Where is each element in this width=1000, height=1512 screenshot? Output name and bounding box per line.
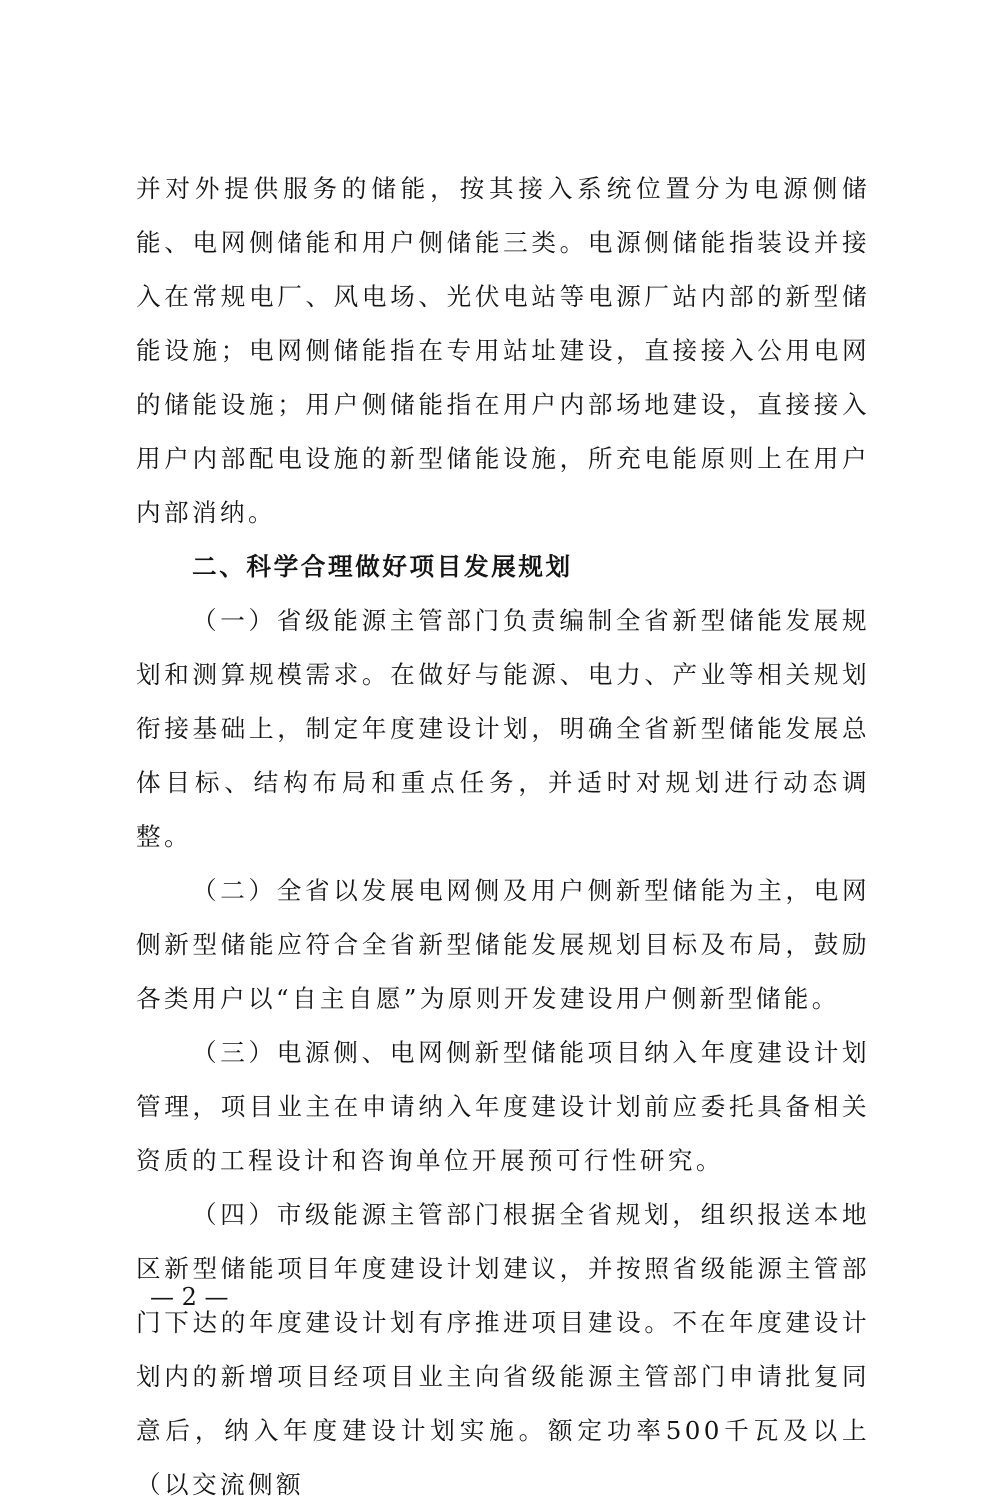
paragraph-item-4: （四）市级能源主管部门根据全省规划，组织报送本地区新型储能项目年度建设计划建议，并按照省级能源主管部门下达的年度建设计划有序推进项目建设。不在年度建设计划内的新增项目经项目业主向省级能源主管部门申请批复同意后，纳入年度建设计划实施。额定功率500千瓦及以上（以交流侧额 [136,1200,870,1499]
paragraph-item-2: （二）全省以发展电网侧及用户侧新型储能为主，电网侧新型储能应符合全省新型储能发展规划目标及布局，鼓励各类用户以“自主自愿”为原则开发建设用户侧新型储能。 [136,876,870,1013]
paragraph-item-3: （三）电源侧、电网侧新型储能项目纳入年度建设计划管理，项目业主在申请纳入年度建设计划前应委托具备相关资质的工程设计和咨询单位开展预可行性研究。 [136,1038,870,1175]
section-heading-2: 二、科学合理做好项目发展规划 [192,552,573,581]
paragraph-storage-classification: 并对外提供服务的储能，按其接入系统位置分为电源侧储能、电网侧储能和用户侧储能三类。电源侧储能指装设并接入在常规电厂、风电场、光伏电站等电源厂站内部的新型储能设施；电网侧储能指在专用站址建设，直接接入公用电网的储能设施；用户侧储能指在用户内部场地建设，直接接入用户内部配电设施的新型储能设施，所充电能原则上在用户内部消纳。 [136,174,870,527]
body-text [136,162,870,1512]
paragraph-item-1: （一）省级能源主管部门负责编制全省新型储能发展规划和测算规模需求。在做好与能源、电力、产业等相关规划衔接基础上，制定年度建设计划，明确全省新型储能发展总体目标、结构布局和重点任务，并适时对规划进行动态调整。 [136,606,870,851]
page-number: — 2 — [150,1283,229,1311]
